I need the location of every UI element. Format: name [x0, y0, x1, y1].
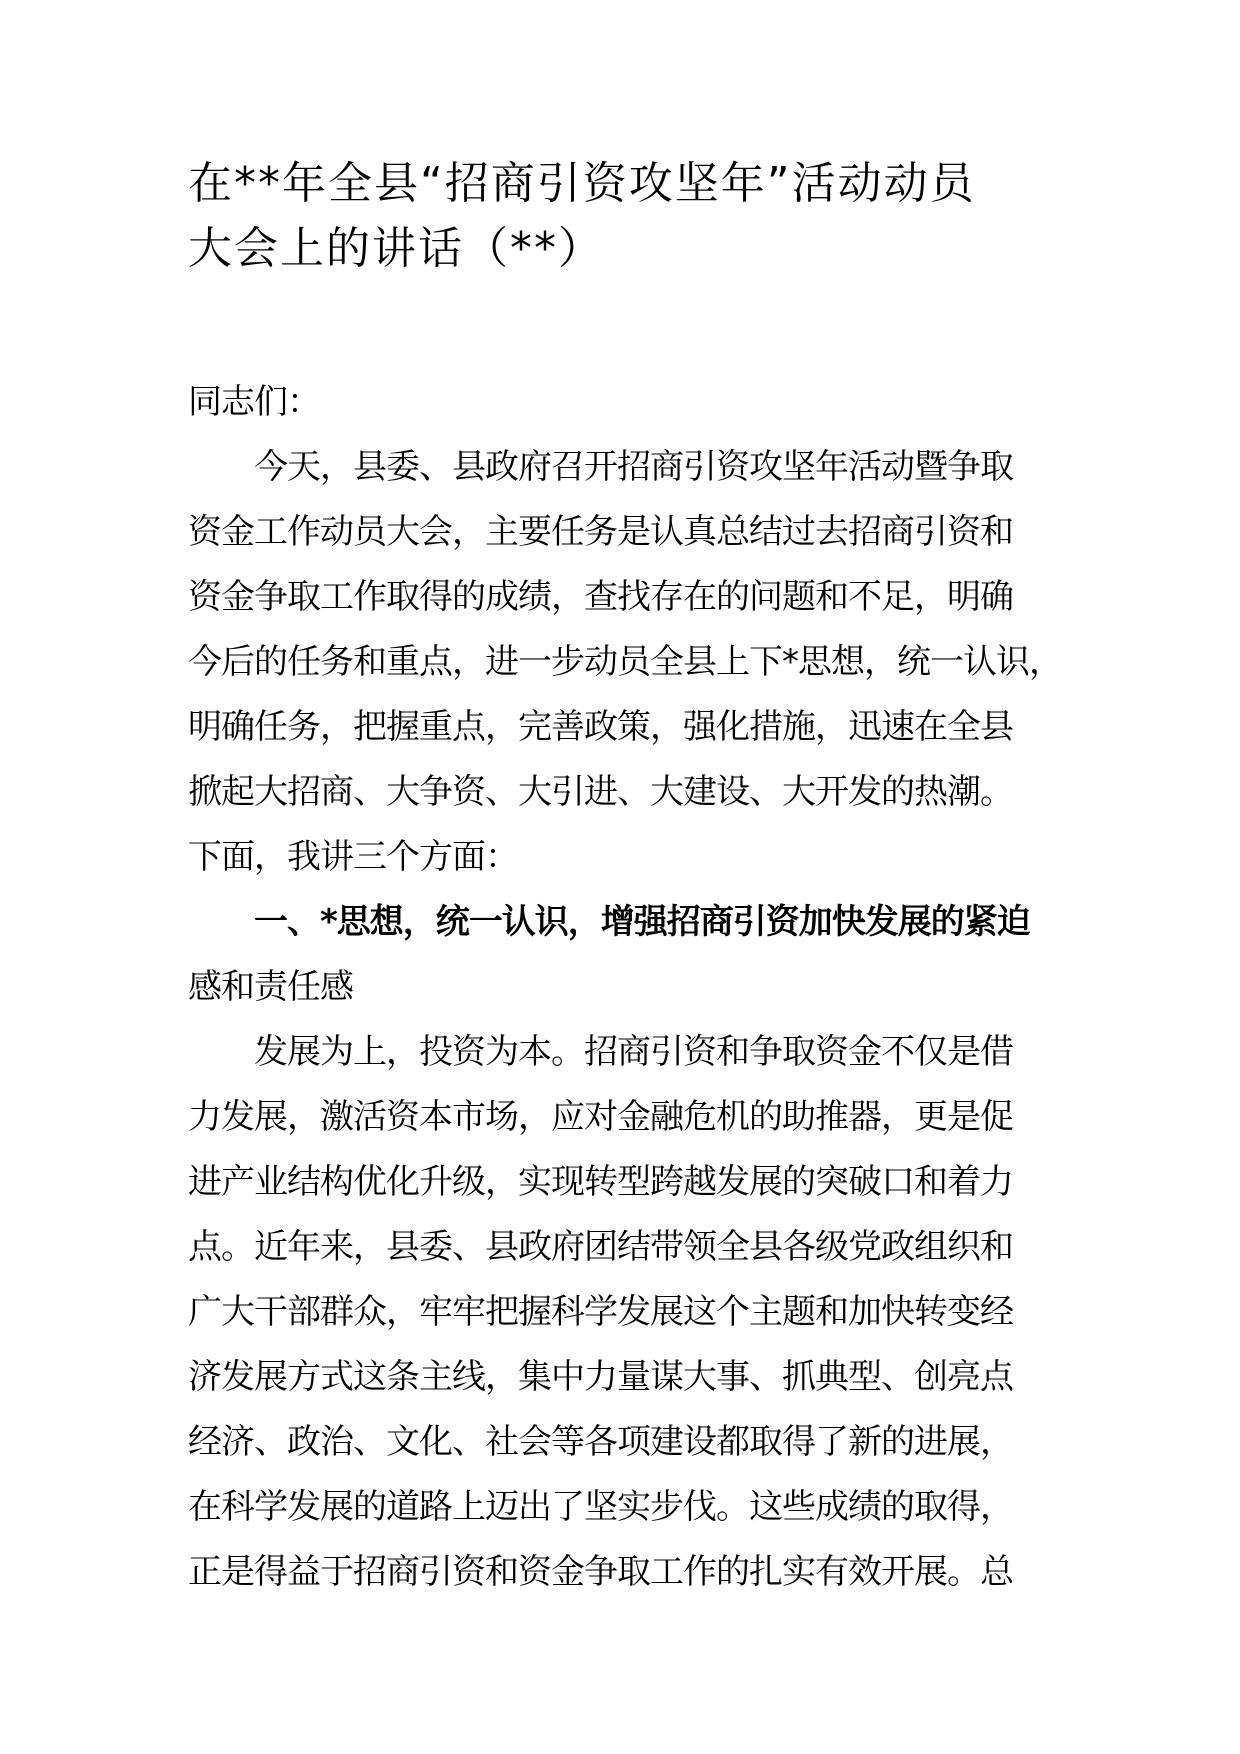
paragraph-line: 发展为上，投资为本。招商引资和争取资金不仅是借	[254, 1032, 1013, 1072]
paragraph-line: 进产业结构优化升级，实现转型跨越发展的突破口和着力	[188, 1162, 1013, 1202]
title-line: 大会上的讲话（**）	[188, 223, 604, 274]
speech-title	[188, 152, 1088, 282]
paragraph-line: 在科学发展的道路上迈出了坚实步伐。这些成绩的取得，	[188, 1487, 1013, 1527]
paragraph-line: 今天，县委、县政府召开招商引资攻坚年活动暨争取	[254, 447, 1013, 487]
paragraph-line: 资金争取工作取得的成绩，查找存在的问题和不足，明确	[188, 577, 1013, 617]
speech-body	[188, 370, 1088, 1605]
paragraph-line: 力发展，激活资本市场，应对金融危机的助推器，更是促	[188, 1097, 1013, 1137]
paragraph-line: 点。近年来，县委、县政府团结带领全县各级党政组织和	[188, 1227, 1013, 1267]
paragraph-line: 掀起大招商、大争资、大引进、大建设、大开发的热潮。	[188, 772, 1013, 812]
heading-line: 感和责任感	[188, 967, 353, 1007]
paragraph-line: 资金工作动员大会，主要任务是认真总结过去招商引资和	[188, 512, 1013, 552]
heading-line: 一、*思想，统一认识，增强招商引资加快发展的紧迫	[254, 902, 1030, 942]
paragraph-section-1	[188, 1020, 1088, 1605]
paragraph-line: 明确任务，把握重点，完善政策，强化措施，迅速在全县	[188, 707, 1013, 747]
paragraph-intro	[188, 435, 1088, 890]
paragraph-line: 经济、政治、文化、社会等各项建设都取得了新的进展，	[188, 1422, 1013, 1462]
paragraph-line: 今后的任务和重点，进一步动员全县上下*思想，统一认识，	[188, 642, 1062, 682]
paragraph-line: 下面，我讲三个方面：	[188, 837, 518, 877]
section-heading-1	[188, 890, 1088, 1020]
paragraph-line: 广大干部群众，牢牢把握科学发展这个主题和加快转变经	[188, 1292, 1013, 1332]
title-line: 在**年全县“招商引资攻坚年”活动动员	[188, 158, 976, 209]
paragraph-line: 正是得益于招商引资和资金争取工作的扎实有效开展。总	[188, 1552, 1013, 1592]
document-content	[188, 152, 1088, 1605]
paragraph-line: 济发展方式这条主线，集中力量谋大事、抓典型、创亮点	[188, 1357, 1013, 1397]
salutation: 同志们：	[188, 382, 320, 422]
